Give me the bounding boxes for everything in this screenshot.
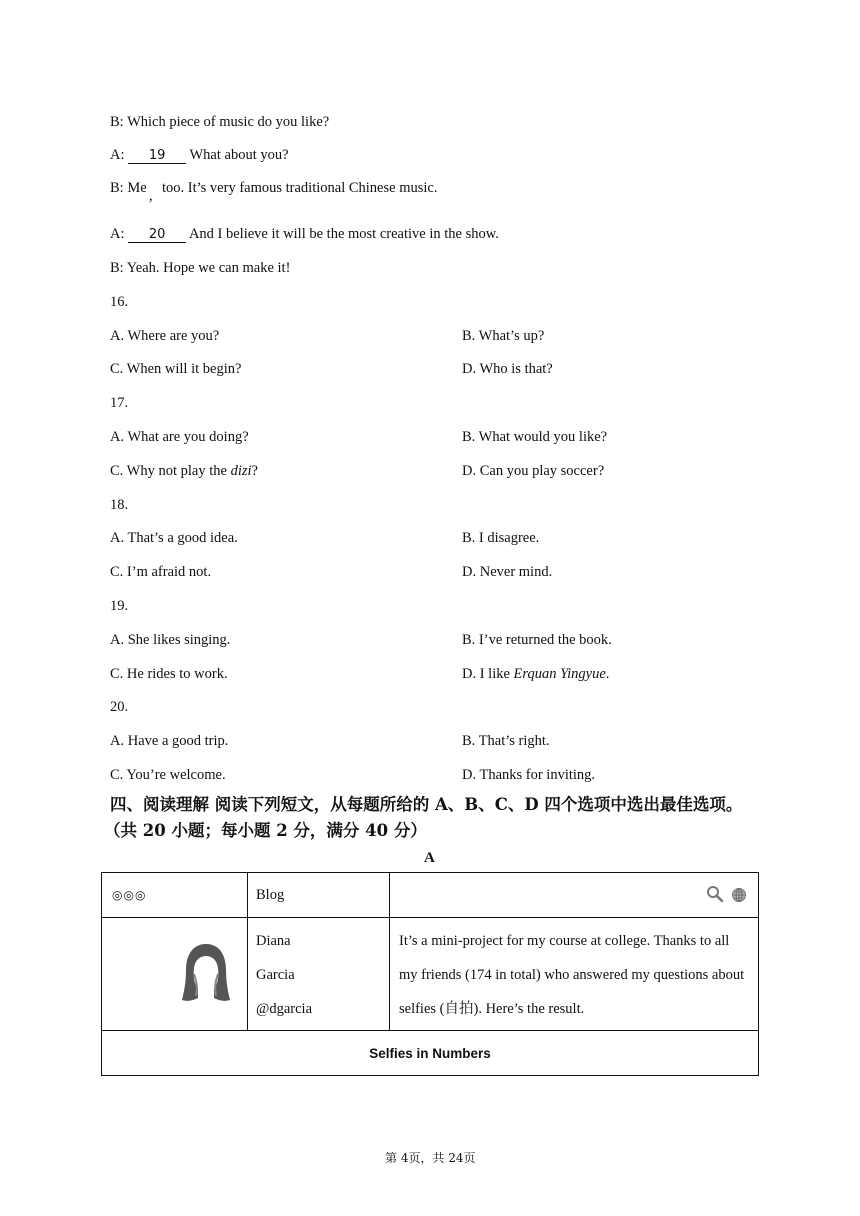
option-a: A. That’s a good idea. <box>110 530 238 546</box>
dialogue-text: And I believe it will be the most creative in the show. <box>186 226 499 242</box>
avatar <box>180 940 232 1006</box>
option-a: A. Where are you? <box>110 328 220 344</box>
table-border <box>101 1030 759 1031</box>
option-a: A. She likes singing. <box>110 632 231 648</box>
option-b: B. That’s right. <box>462 733 550 749</box>
table-border <box>758 872 759 1076</box>
answer-blank-19: 19 <box>128 148 186 164</box>
section-subheading: （共 20 小题；每小题 2 分，满分 40 分） <box>104 821 427 840</box>
option-d: D. Never mind. <box>462 564 553 580</box>
question-number: 18. <box>110 497 129 513</box>
passage-label: A <box>424 850 435 866</box>
window-controls: ◎◎◎ <box>112 888 147 902</box>
question-number: 16. <box>110 294 129 310</box>
option-italic-term: Erquan Yingyue <box>513 666 606 682</box>
speaker-prefix: A: <box>110 226 129 242</box>
dialogue-comma: , <box>149 188 153 204</box>
option-b: B. What’s up? <box>462 328 545 344</box>
option-b: B. I disagree. <box>462 530 540 546</box>
answer-blank-20: 20 <box>128 227 186 243</box>
author-last-name: Garcia <box>256 967 295 983</box>
option-end: . <box>605 666 610 682</box>
dialogue-line-2 <box>110 146 289 164</box>
dialogue-text: B: Me <box>110 180 147 196</box>
option-c: C. You’re welcome. <box>110 767 226 783</box>
option-a: A. Have a good trip. <box>110 733 229 749</box>
author-handle: @dgarcia <box>256 1001 313 1017</box>
blog-tab-label: Blog <box>256 887 285 903</box>
blog-post-text: It’s a mini-project for my course at college. Thanks to all my friends (174 in total) who answered my questions about selfies (自拍). Here’s the result. <box>399 933 745 1017</box>
option-d: D. Who is that? <box>462 361 553 377</box>
option-text: C. Why not play the <box>110 463 231 479</box>
option-a: A. What are you doing? <box>110 429 249 445</box>
option-c: C. He rides to work. <box>110 666 228 682</box>
page-footer: 第 4页，共 24页 <box>385 1151 476 1165</box>
dialogue-text-continued: too. It’s very famous traditional Chinese music. <box>162 180 438 196</box>
globe-icon <box>731 887 747 903</box>
option-d: D. Can you play soccer? <box>462 463 605 479</box>
table-border <box>389 872 390 1031</box>
table-title: Selfies in Numbers <box>369 1046 491 1061</box>
search-icon <box>706 885 724 903</box>
dialogue-line-4 <box>110 225 499 243</box>
table-border <box>101 872 759 873</box>
option-c <box>110 462 258 480</box>
dialogue-line-1: B: Which piece of music do you like? <box>110 114 330 130</box>
option-end: ? <box>251 463 258 479</box>
option-b: B. What would you like? <box>462 429 608 445</box>
speaker-prefix: A: <box>110 147 129 163</box>
option-c: C. When will it begin? <box>110 361 242 377</box>
dialogue-line-3 <box>110 179 147 197</box>
option-d: D. Thanks for inviting. <box>462 767 596 783</box>
question-number: 19. <box>110 598 129 614</box>
dialogue-line-5: B: Yeah. Hope we can make it! <box>110 260 291 276</box>
option-d <box>462 665 609 683</box>
section-heading: 四、阅读理解 阅读下列短文，从每题所给的 A、B、C、D 四个选项中选出最佳选项。 <box>110 795 743 814</box>
option-b: B. I’ve returned the book. <box>462 632 612 648</box>
author-first-name: Diana <box>256 933 291 949</box>
table-border <box>101 1075 759 1076</box>
dialogue-text: What about you? <box>186 147 289 163</box>
option-text: D. I like <box>462 666 514 682</box>
option-italic-term: dizi <box>230 463 252 479</box>
question-number: 17. <box>110 395 129 411</box>
table-border <box>101 917 759 918</box>
table-border <box>247 872 248 1031</box>
option-c: C. I’m afraid not. <box>110 564 212 580</box>
question-number: 20. <box>110 699 129 715</box>
